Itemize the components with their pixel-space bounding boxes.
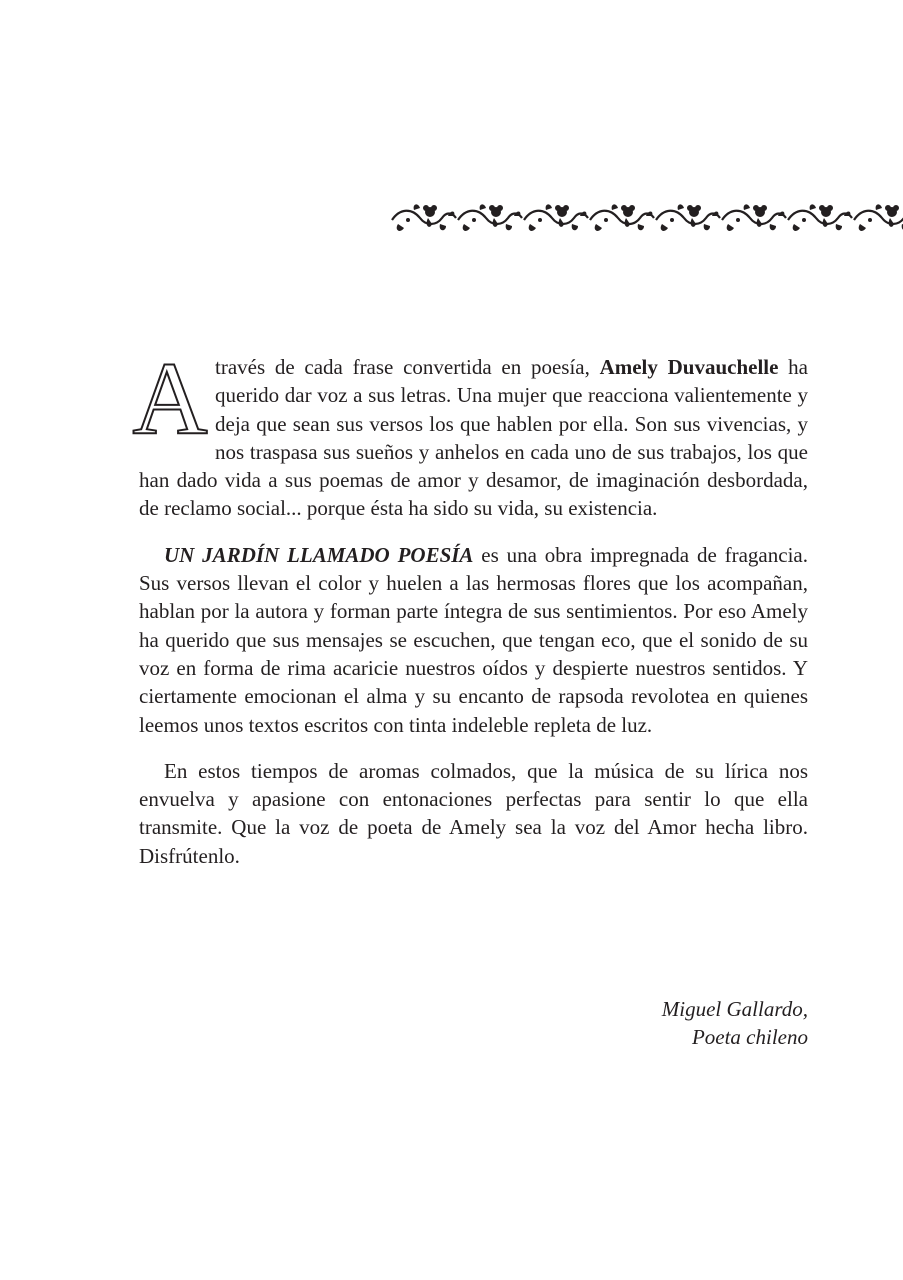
paragraph-1-rest: ha querido dar voz a sus letras. Una mujer que reacciona valientemente y deja que sean sus versos los que hablen por ella. Son sus vivencias, y nos traspasa sus sueños y anhelos en cada uno de sus trabajos, los que han dado vida a sus poemas de amor y desamor, de imaginación desbordada, de reclamo social... porque ésta ha sido su vida, su existencia.	[139, 355, 808, 521]
paragraph-2	[139, 541, 808, 739]
signature-title: Poeta chileno	[691, 1025, 808, 1049]
author-name: Amely Duvauchelle	[599, 355, 779, 379]
dropcap-letter	[132, 341, 208, 456]
paragraph-1	[132, 341, 808, 523]
paragraph-1-lead: través de cada frase convertida en poesía,	[215, 355, 600, 379]
paragraph-2-rest: es una obra impregnada de fragancia. Sus versos llevan el color y huelen a las hermosas flores que los acompañan, hablan por la autora y forman parte íntegra de sus sentimientos. Por eso Amely ha querido que sus mensajes se escuchen, que tengan eco, que el sonido de su voz en forma de rima acaricie nuestros oídos y despierte nuestros sentidos. Y ciertamente emocionan el alma y su encanto de rapsoda revolotea en quienes leemos unos textos escritos con tinta indeleble repleta de luz.	[139, 542, 808, 737]
signature	[662, 995, 808, 1051]
floral-vine-ornament-icon	[390, 196, 903, 242]
intro-text	[132, 341, 808, 888]
book-title: UN JARDÍN LLAMADO POESÍA	[164, 542, 474, 567]
paragraph-3: En estos tiempos de aromas colmados, que la música de su lírica nos envuelva y apasione con entonaciones perfectas para sentir lo que ella transmite. Que la voz de poeta de Amely sea la voz del Amor hecha libro. Disfrútenlo.	[139, 758, 808, 868]
signature-name: Miguel Gallardo,	[661, 997, 808, 1021]
svg-text:A: A	[132, 341, 208, 456]
